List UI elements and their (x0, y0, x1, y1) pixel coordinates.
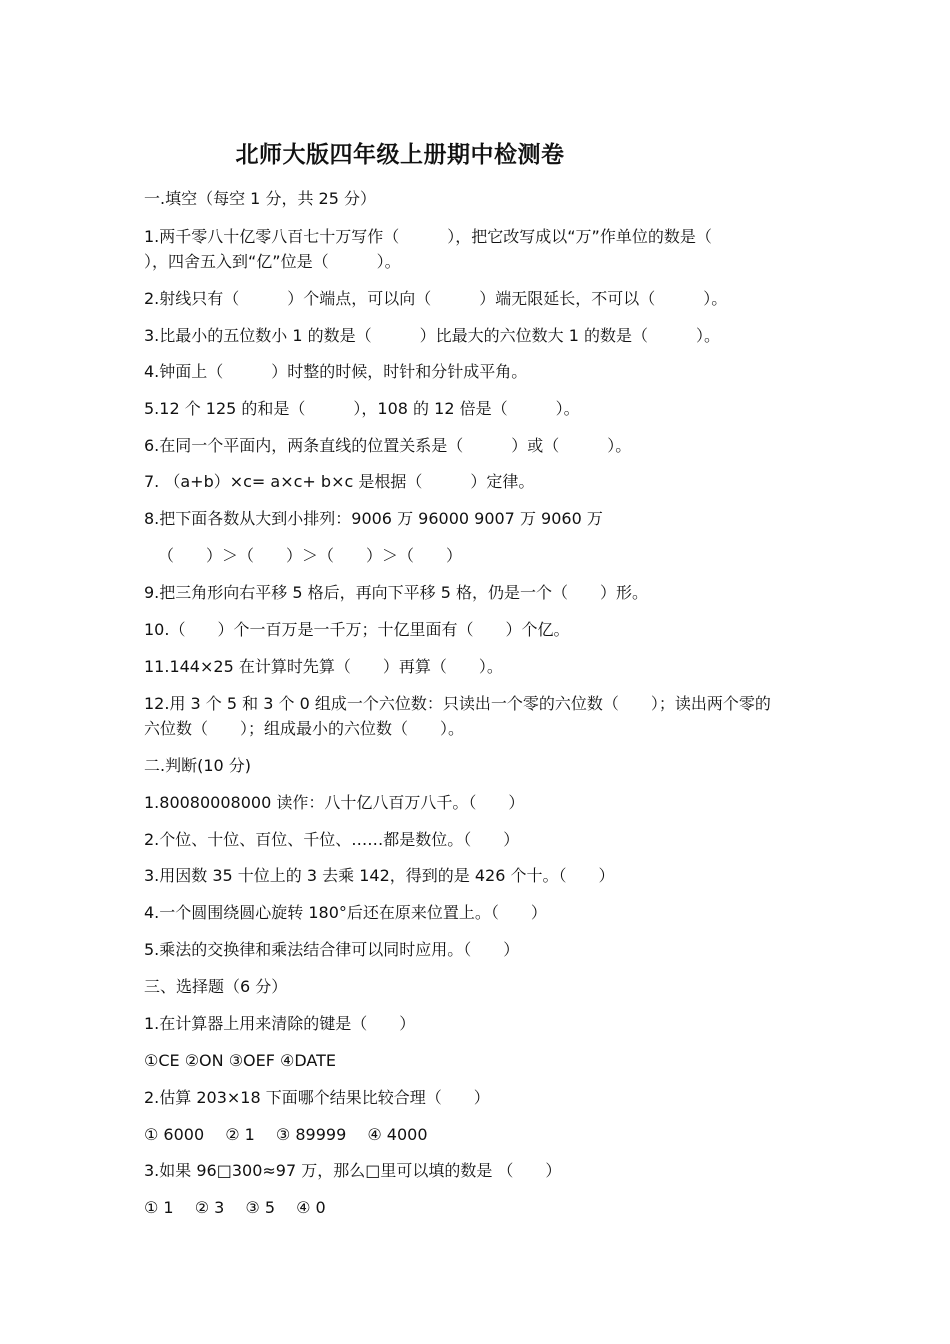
fill-q6: 6.在同一个平面内，两条直线的位置关系是（ ）或（ ）。 (144, 436, 632, 455)
choice-q1: 1.在计算器上用来清除的键是（ ） (144, 1014, 416, 1033)
judge-q2: 2.个位、十位、百位、千位、……都是数位。（ ） (144, 830, 520, 849)
choice-q3: 3.如果 96□300≈97 万，那么□里可以填的数是 （ ） (144, 1161, 562, 1180)
choice-q1-options: ①CE ②ON ③OEF ④DATE (144, 1051, 337, 1070)
fill-q4: 4.钟面上（ ）时整的时候，时针和分针成平角。 (144, 362, 528, 381)
fill-q12-line2: 六位数（ ）；组成最小的六位数（ ）。 (144, 719, 465, 738)
fill-q1-line1: 1.两千零八十亿零八百七十万写作（ ），把它改写成以“万”作单位的数是（ (144, 227, 712, 246)
fill-q10: 10.（ ）个一百万是一千万；十亿里面有（ ）个亿。 (144, 620, 570, 639)
fill-q9: 9.把三角形向右平移 5 格后，再向下平移 5 格，仍是一个（ ）形。 (144, 583, 648, 602)
section1-heading: 一.填空（每空 1 分，共 25 分） (144, 189, 376, 208)
choice-q3-options: ① 1 ② 3 ③ 5 ④ 0 (144, 1198, 326, 1217)
choice-q2-options: ① 6000 ② 1 ③ 89999 ④ 4000 (144, 1125, 428, 1144)
fill-q11: 11.144×25 在计算时先算（ ）再算（ ）。 (144, 657, 503, 676)
fill-q8: 8.把下面各数从大到小排列：9006 万 96000 9007 万 9060 万 (144, 509, 603, 528)
fill-q3: 3.比最小的五位数小 1 的数是（ ）比最大的六位数大 1 的数是（ ）。 (144, 326, 720, 345)
section3-heading: 三、选择题（6 分） (144, 977, 288, 996)
judge-q1: 1.80080008000 读作：八十亿八百万八千。（ ） (144, 793, 525, 812)
fill-q12-line1: 12.用 3 个 5 和 3 个 0 组成一个六位数：只读出一个零的六位数（ ）；读出两个零的 (144, 694, 771, 713)
fill-q1-line2: ），四舍五入到“亿”位是（ ）。 (144, 252, 401, 271)
fill-q5: 5.12 个 125 的和是（ ），108 的 12 倍是（ ）。 (144, 399, 580, 418)
judge-q5: 5.乘法的交换律和乘法结合律可以同时应用。（ ） (144, 940, 520, 959)
fill-q8-blanks: （ ）＞（ ）＞（ ）＞（ ） (158, 546, 463, 565)
choice-q2: 2.估算 203×18 下面哪个结果比较合理（ ） (144, 1088, 490, 1107)
page-title: 北师大版四年级上册期中检测卷 (235, 141, 565, 168)
judge-q4: 4.一个圆围绕圆心旋转 180°后还在原来位置上。（ ） (144, 903, 547, 922)
judge-q3: 3.用因数 35 十位上的 3 去乘 142，得到的是 426 个十。（ ） (144, 866, 615, 885)
section2-heading: 二.判断(10 分) (144, 756, 252, 775)
fill-q2: 2.射线只有（ ）个端点，可以向（ ）端无限延长，不可以（ ）。 (144, 289, 728, 308)
fill-q7: 7. （a+b）×c= a×c+ b×c 是根据（ ）定律。 (144, 472, 535, 491)
